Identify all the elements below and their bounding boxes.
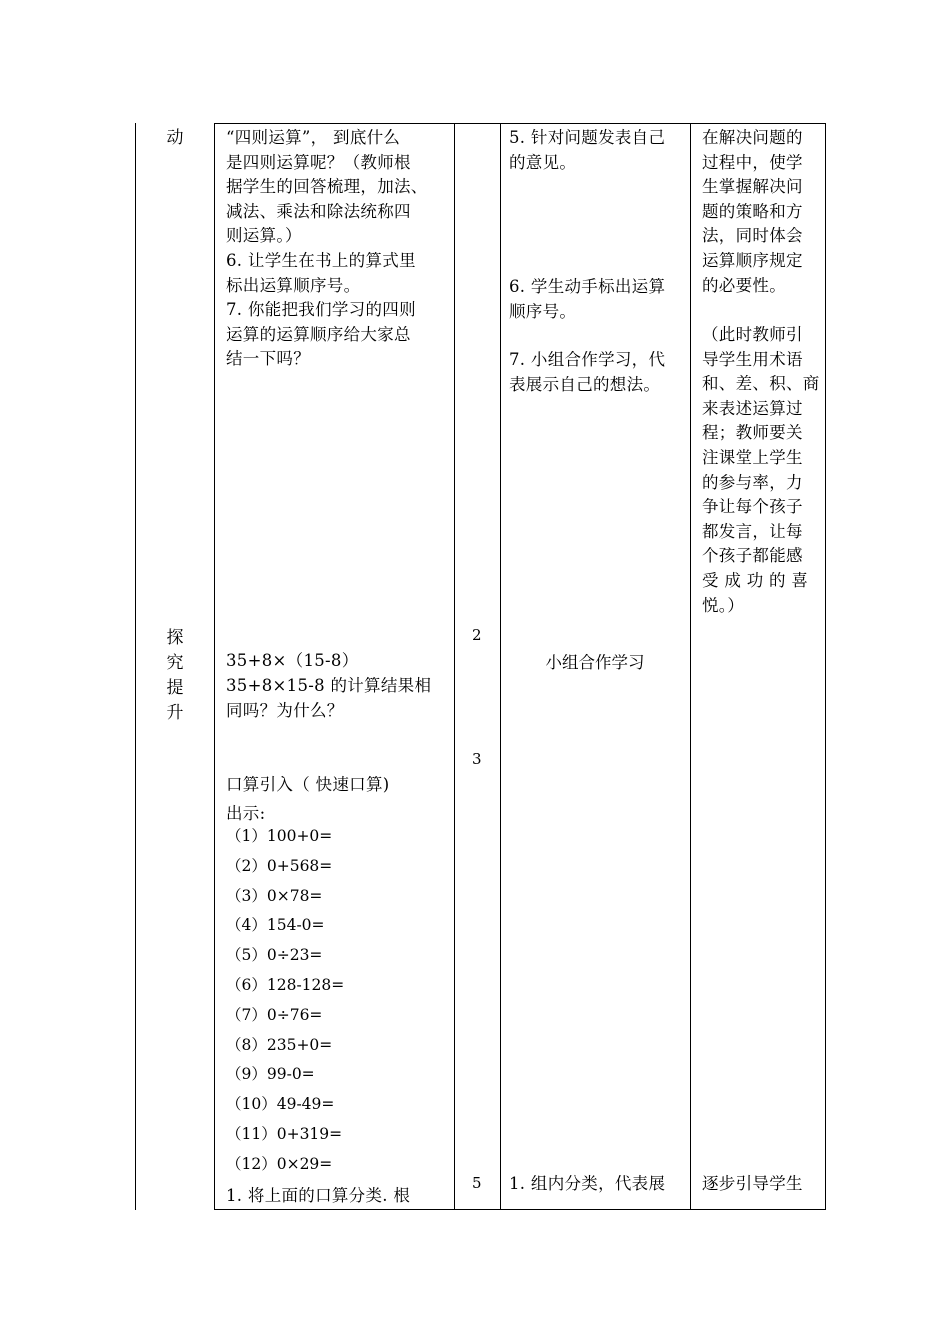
- list-item: （1）100+0=: [226, 827, 333, 845]
- teacher-line: 7. 你能把我们学习的四则: [226, 300, 416, 320]
- stage-label-explore-4: 升: [166, 703, 184, 723]
- list-item: （10）49-49=: [226, 1095, 335, 1114]
- compare-line: 同吗？为什么？: [226, 701, 344, 720]
- student-bottom-line: 1. 组内分类，代表展: [509, 1174, 666, 1193]
- list-item: （11）0+319=: [226, 1124, 343, 1143]
- table-border-left: [135, 123, 136, 1210]
- intent-line: 运算顺序规定: [702, 251, 803, 270]
- intent-line: 来表述运算过: [702, 398, 803, 418]
- oral-calc-list: [226, 822, 344, 1180]
- intent-line: 生掌握解决问: [702, 177, 803, 197]
- teacher-bottom-line: 1. 将上面的口算分类. 根: [226, 1186, 411, 1205]
- intent-line: 的参与率，力: [702, 472, 803, 492]
- intent-line: 在解决问题的: [702, 128, 803, 147]
- teacher-line: 是四则运算呢？（教师根: [226, 152, 411, 172]
- list-item: （6）128-128=: [226, 975, 345, 994]
- intent-bottom-line: 逐步引导学生: [702, 1174, 803, 1193]
- time-value: 3: [472, 750, 482, 768]
- intent-line: 的必要性。: [702, 275, 786, 295]
- student-group-label: 小组合作学习: [545, 653, 645, 672]
- stage-label-top: 动: [166, 128, 184, 148]
- list-item: （4）154-0=: [226, 916, 325, 935]
- compare-line: 35+8×15-8 的计算结果相: [226, 676, 432, 695]
- stage-label-explore-2: 究: [166, 653, 184, 673]
- intent-line: （此时教师引: [702, 325, 803, 344]
- teacher-line: 6. 让学生在书上的算式里: [226, 251, 416, 270]
- table-border-right: [825, 123, 826, 1210]
- intent-line: 导学生用术语: [702, 349, 803, 369]
- teacher-line: 则运算。）: [226, 226, 302, 246]
- intent-line: 和、差、积、商: [702, 374, 820, 394]
- student-line: 5. 针对问题发表自己: [509, 128, 666, 147]
- show-label: 出示:: [226, 804, 266, 823]
- list-item: （2）0+568=: [226, 856, 333, 875]
- oral-calc-title: 口算引入（ 快速口算): [226, 775, 390, 794]
- list-item: （7）0÷76=: [226, 1005, 323, 1024]
- table-divider-1: [214, 123, 215, 1210]
- student-line: 的意见。: [509, 152, 577, 172]
- table-divider-2: [454, 123, 455, 1210]
- intent-line: 法，同时体会: [702, 226, 803, 246]
- time-value: 5: [472, 1174, 482, 1192]
- table-border-bottom: [214, 1209, 825, 1210]
- list-item: （8）235+0=: [226, 1035, 333, 1054]
- teacher-line: 标出运算顺序号。: [226, 275, 361, 295]
- time-value: 2: [472, 626, 482, 644]
- list-item: （3）0×78=: [226, 886, 323, 905]
- intent-line: 注课堂上学生: [702, 448, 803, 467]
- teacher-line: 减法、乘法和除法统称四: [226, 201, 411, 221]
- list-item: （5）0÷23=: [226, 946, 323, 965]
- list-item: （12）0×29=: [226, 1154, 333, 1173]
- student-line: 6. 学生动手标出运算: [509, 277, 666, 296]
- teacher-line: “四则运算”， 到底什么: [226, 128, 401, 147]
- student-line: 顺序号。: [509, 301, 577, 321]
- stage-label-explore-1: 探: [166, 628, 184, 648]
- table-border-top: [214, 123, 825, 124]
- intent-line: 悦。）: [702, 595, 745, 615]
- intent-line: 过程中，使学: [702, 152, 803, 172]
- stage-label-explore-3: 提: [166, 678, 184, 698]
- intent-line: 都发言，让每: [702, 521, 803, 541]
- student-line: 7. 小组合作学习，代: [509, 350, 666, 369]
- teacher-line: 结一下吗？: [226, 349, 310, 369]
- teacher-line: 据学生的回答梳理，加法、: [226, 177, 428, 197]
- compare-line: 35+8×（15-8）: [226, 651, 359, 670]
- intent-line: 受 成 功 的 喜: [702, 571, 809, 590]
- table-divider-4: [690, 123, 691, 1210]
- intent-line: 个孩子都能感: [702, 546, 803, 566]
- teacher-line: 运算的运算顺序给大家总: [226, 324, 411, 344]
- intent-line: 程；教师要关: [702, 423, 803, 443]
- intent-line: 争让每个孩子: [702, 497, 803, 517]
- student-line: 表展示自己的想法。: [509, 374, 661, 394]
- list-item: （9）99-0=: [226, 1065, 315, 1084]
- intent-line: 题的策略和方: [702, 201, 803, 221]
